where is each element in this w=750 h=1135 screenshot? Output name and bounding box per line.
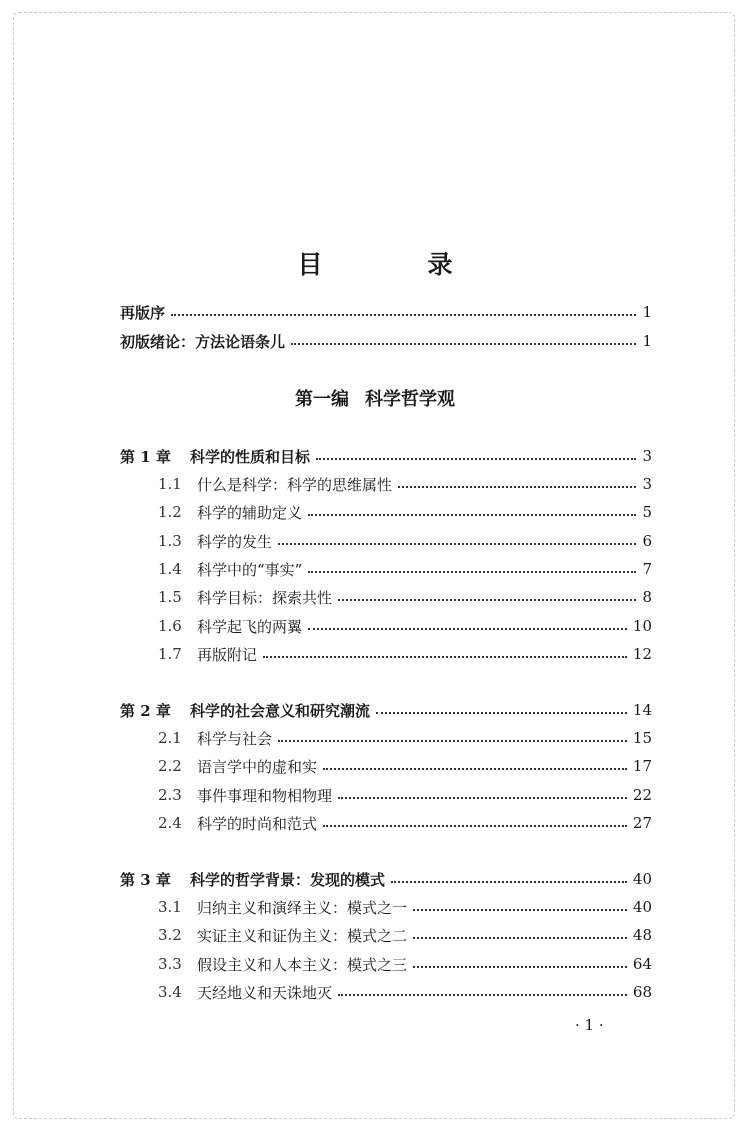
chapter-page: 40 — [632, 870, 652, 888]
toc-section[interactable] — [158, 585, 652, 609]
section-number: 1.1 — [158, 475, 182, 493]
dot-leader — [338, 598, 636, 601]
section-number: 1.7 — [158, 645, 182, 663]
toc-section[interactable] — [158, 783, 652, 807]
toc-section[interactable] — [158, 642, 652, 666]
chapter-title: 科学的哲学背景：发现的模式 — [190, 870, 386, 889]
toc-section[interactable] — [158, 923, 652, 947]
dot-leader — [376, 711, 627, 714]
toc-section[interactable] — [158, 980, 652, 1004]
dot-leader — [323, 767, 627, 770]
section-page: 22 — [632, 786, 652, 804]
section-title: 事件事理和物相物理 — [197, 786, 333, 805]
section-title: 科学的发生 — [197, 532, 273, 551]
section-page: 17 — [632, 757, 652, 775]
dot-leader — [291, 342, 636, 345]
section-title: 假设主义和人本主义：模式之三 — [197, 955, 408, 974]
part-heading — [0, 385, 750, 411]
section-title: 科学目标：探索共性 — [197, 588, 333, 607]
dot-leader — [398, 485, 636, 488]
section-page: 27 — [632, 814, 652, 832]
page-title: 目 录 — [297, 250, 493, 279]
section-number: 3.4 — [158, 983, 182, 1001]
chapter-number: 第 1 章 — [120, 447, 171, 466]
section-number: 3.1 — [158, 898, 182, 916]
page-number: · 1 · — [575, 1016, 604, 1034]
section-number: 2.4 — [158, 814, 182, 832]
section-title: 归纳主义和演绎主义：模式之一 — [197, 898, 408, 917]
section-title: 科学的辅助定义 — [197, 503, 303, 522]
dot-leader — [413, 936, 627, 939]
section-page: 40 — [632, 898, 652, 916]
section-number: 3.2 — [158, 926, 182, 944]
toc-chapter[interactable] — [120, 444, 652, 468]
section-number: 1.6 — [158, 617, 182, 635]
section-page: 3 — [642, 475, 652, 493]
section-title: 科学中的“事实” — [197, 560, 303, 579]
section-number: 2.3 — [158, 786, 182, 804]
section-page: 10 — [632, 617, 652, 635]
section-title: 再版附记 — [197, 645, 258, 664]
dot-leader — [323, 824, 627, 827]
chapter-number: 第 2 章 — [120, 701, 171, 720]
section-page: 8 — [642, 588, 652, 606]
dot-leader — [308, 570, 636, 573]
toc-section[interactable] — [158, 614, 652, 638]
toc-chapter[interactable] — [120, 867, 652, 891]
dot-leader — [278, 739, 627, 742]
section-title: 什么是科学：科学的思维属性 — [197, 475, 393, 494]
toc-section[interactable] — [158, 726, 652, 750]
section-page: 48 — [632, 926, 652, 944]
section-page: 7 — [642, 560, 652, 578]
section-title: 语言学中的虚和实 — [197, 757, 318, 776]
toc-section[interactable] — [158, 811, 652, 835]
section-number: 1.3 — [158, 532, 182, 550]
chapter-number: 第 3 章 — [120, 870, 171, 889]
chapter-title: 科学的性质和目标 — [190, 447, 311, 466]
toc-entry-title: 初版绪论：方法论语条儿 — [120, 332, 286, 351]
section-page: 68 — [632, 983, 652, 1001]
dot-leader — [278, 542, 636, 545]
toc-section[interactable] — [158, 952, 652, 976]
toc-section[interactable] — [158, 754, 652, 778]
section-title: 天经地义和天诛地灭 — [197, 983, 333, 1002]
dot-leader — [171, 313, 636, 316]
section-number: 3.3 — [158, 955, 182, 973]
section-page: 15 — [632, 729, 652, 747]
toc-section[interactable] — [158, 557, 652, 581]
dot-leader — [308, 513, 636, 516]
dot-leader — [308, 627, 627, 630]
section-title: 实证主义和证伪主义：模式之二 — [197, 926, 408, 945]
chapter-page: 14 — [632, 701, 652, 719]
section-number: 1.5 — [158, 588, 182, 606]
section-number: 2.2 — [158, 757, 182, 775]
section-number: 2.1 — [158, 729, 182, 747]
dot-leader — [338, 993, 627, 996]
part-number: 第一编 — [295, 389, 349, 410]
toc-section[interactable] — [158, 895, 652, 919]
toc-entry-page: 1 — [642, 303, 652, 321]
dot-leader — [316, 457, 636, 460]
chapter-title: 科学的社会意义和研究潮流 — [190, 701, 371, 720]
section-page: 6 — [642, 532, 652, 550]
toc-section[interactable] — [158, 472, 652, 496]
section-title: 科学的时尚和范式 — [197, 814, 318, 833]
toc-entry-preface[interactable] — [120, 300, 652, 324]
dot-leader — [413, 965, 627, 968]
section-title: 科学起飞的两翼 — [197, 617, 303, 636]
toc-chapter[interactable] — [120, 698, 652, 722]
dot-leader — [413, 908, 627, 911]
dot-leader — [391, 880, 627, 883]
dot-leader — [263, 655, 627, 658]
section-page: 5 — [642, 503, 652, 521]
toc-entry-page: 1 — [642, 332, 652, 350]
section-page: 64 — [632, 955, 652, 973]
section-number: 1.4 — [158, 560, 182, 578]
toc-section[interactable] — [158, 500, 652, 524]
dot-leader — [338, 796, 627, 799]
chapter-page: 3 — [642, 447, 652, 465]
toc-entry-title: 再版序 — [120, 303, 166, 322]
toc-entry-introduction[interactable] — [120, 329, 652, 353]
part-title: 科学哲学观 — [365, 389, 455, 410]
section-page: 12 — [632, 645, 652, 663]
toc-section[interactable] — [158, 529, 652, 553]
section-number: 1.2 — [158, 503, 182, 521]
section-title: 科学与社会 — [197, 729, 273, 748]
